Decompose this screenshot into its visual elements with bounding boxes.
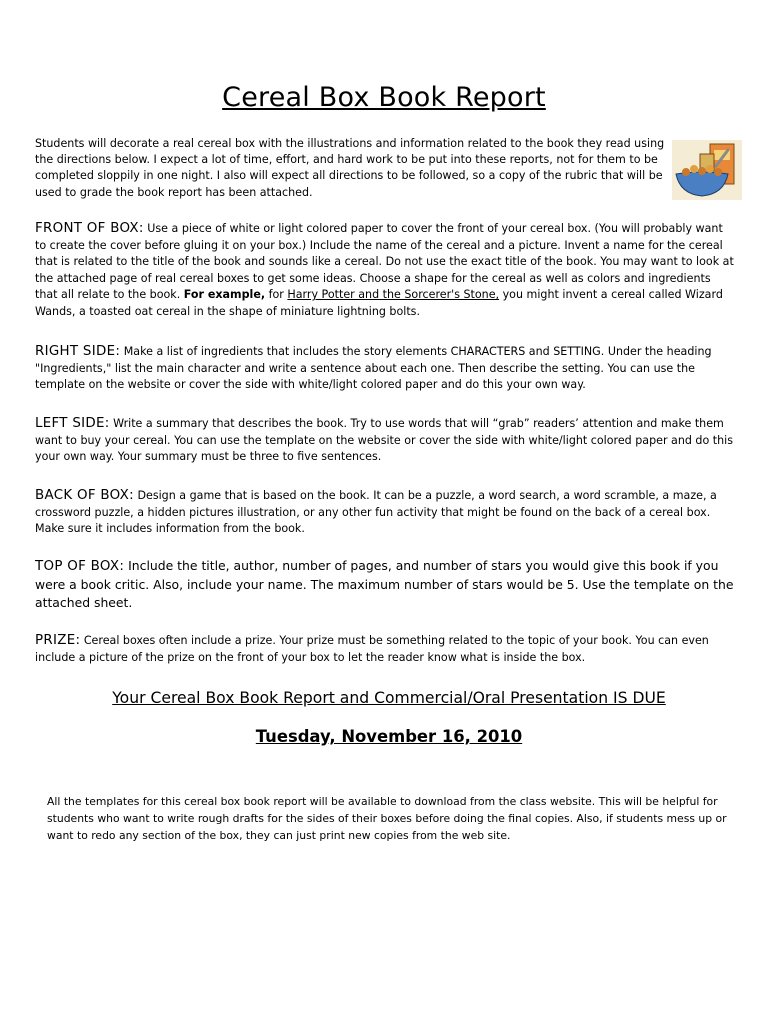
right-side-text: Make a list of ingredients that includes the story elements CHARACTERS and SETTING. Under the heading "Ingredients," list the main character and write a sentence about each one. Then describe the setting. You can use the template on the website or cover the side with white/light colored paper and do this your own way. — [35, 345, 712, 392]
due-date: Tuesday, November 16, 2010 — [255, 727, 523, 746]
left-side-heading: LEFT SIDE: — [35, 416, 110, 431]
due-line: Your Cereal Box Book Report and Commercial/Oral Presentation IS DUE — [112, 689, 666, 707]
right-side-section — [35, 344, 735, 394]
prize-text: Cereal boxes often include a prize. Your prize must be something related to the topic of your book. You can even include a picture of the prize on the front of your box to let the reader know what is inside the box. — [35, 634, 709, 664]
right-side-heading: RIGHT SIDE: — [35, 344, 121, 359]
top-of-box-heading: TOP OF BOX: — [35, 559, 125, 574]
cereal-bowl-clipart — [672, 140, 742, 200]
front-of-box-text: Use a piece of white or light colored paper to cover the front of your cereal box. (You will probably want to create the cover before gluing it on your box.) Include the name of the cereal and a picture. Invent a name for the cereal that is related to the title of the book and sounds like a cereal. Do not use the exact title of the book. You may want to look at the attached page of real cereal boxes to get some ideas. Choose a shape for the cereal as well as colors and ingredients that all relate to the book. — [35, 222, 734, 302]
left-side-text: Write a summary that describes the book. Try to use words that will “grab” readers’ attention and make them want to buy your cereal. You can use the template on the website or cover the side with white/light colored paper and do this your own way. Your summary must be three to five sentences. — [35, 417, 734, 464]
back-of-box-text: Design a game that is based on the book. It can be a puzzle, a word search, a word scramble, a maze, a crossword puzzle, a hidden pictures illustration, or any other fun activity that might be found on the back of a cereal box. Make sure it includes information from the book. — [35, 489, 717, 536]
front-text-for: for — [268, 288, 284, 302]
front-of-box-section — [35, 221, 735, 321]
front-example-label: For example, — [183, 288, 266, 302]
intro-paragraph: Students will decorate a real cereal box with the illustrations and information related to the book they read using the directions below. I expect a lot of time, effort, and hard work to be put into these reports, not for them to be completed sloppily in one night. I also will expect all directions to be followed, so a copy of the rubric that will be used to grade the book report has been attached. — [35, 137, 665, 199]
back-of-box-heading: BACK OF BOX: — [35, 488, 134, 503]
back-of-box-section — [35, 488, 735, 538]
left-side-section — [35, 416, 735, 466]
front-of-box-heading: FRONT OF BOX: — [35, 221, 144, 236]
prize-section — [35, 633, 735, 666]
footer-paragraph: All the templates for this cereal box book report will be available to download from the class website. This will be helpful for students who want to write rough drafts for the sides of their boxes before doing the final copies. Also, if students mess up or want to redo any section of the box, they can just print new copies from the web site. — [47, 795, 727, 842]
prize-heading: PRIZE: — [35, 633, 81, 648]
top-of-box-section — [35, 557, 735, 612]
front-book-title: Harry Potter and the Sorcerer's Stone, — [287, 288, 500, 302]
page-title: Cereal Box Book Report — [222, 82, 546, 113]
front-text-end: you might invent a cereal called Wizard Wands, a toasted oat cereal in the shape of miniature lightning bolts. — [35, 288, 723, 318]
top-of-box-text: Include the title, author, number of pages, and number of stars you would give this book if you were a book critic. Also, include your name. The maximum number of stars would be 5. Use the template on the attached sheet. — [35, 558, 734, 610]
